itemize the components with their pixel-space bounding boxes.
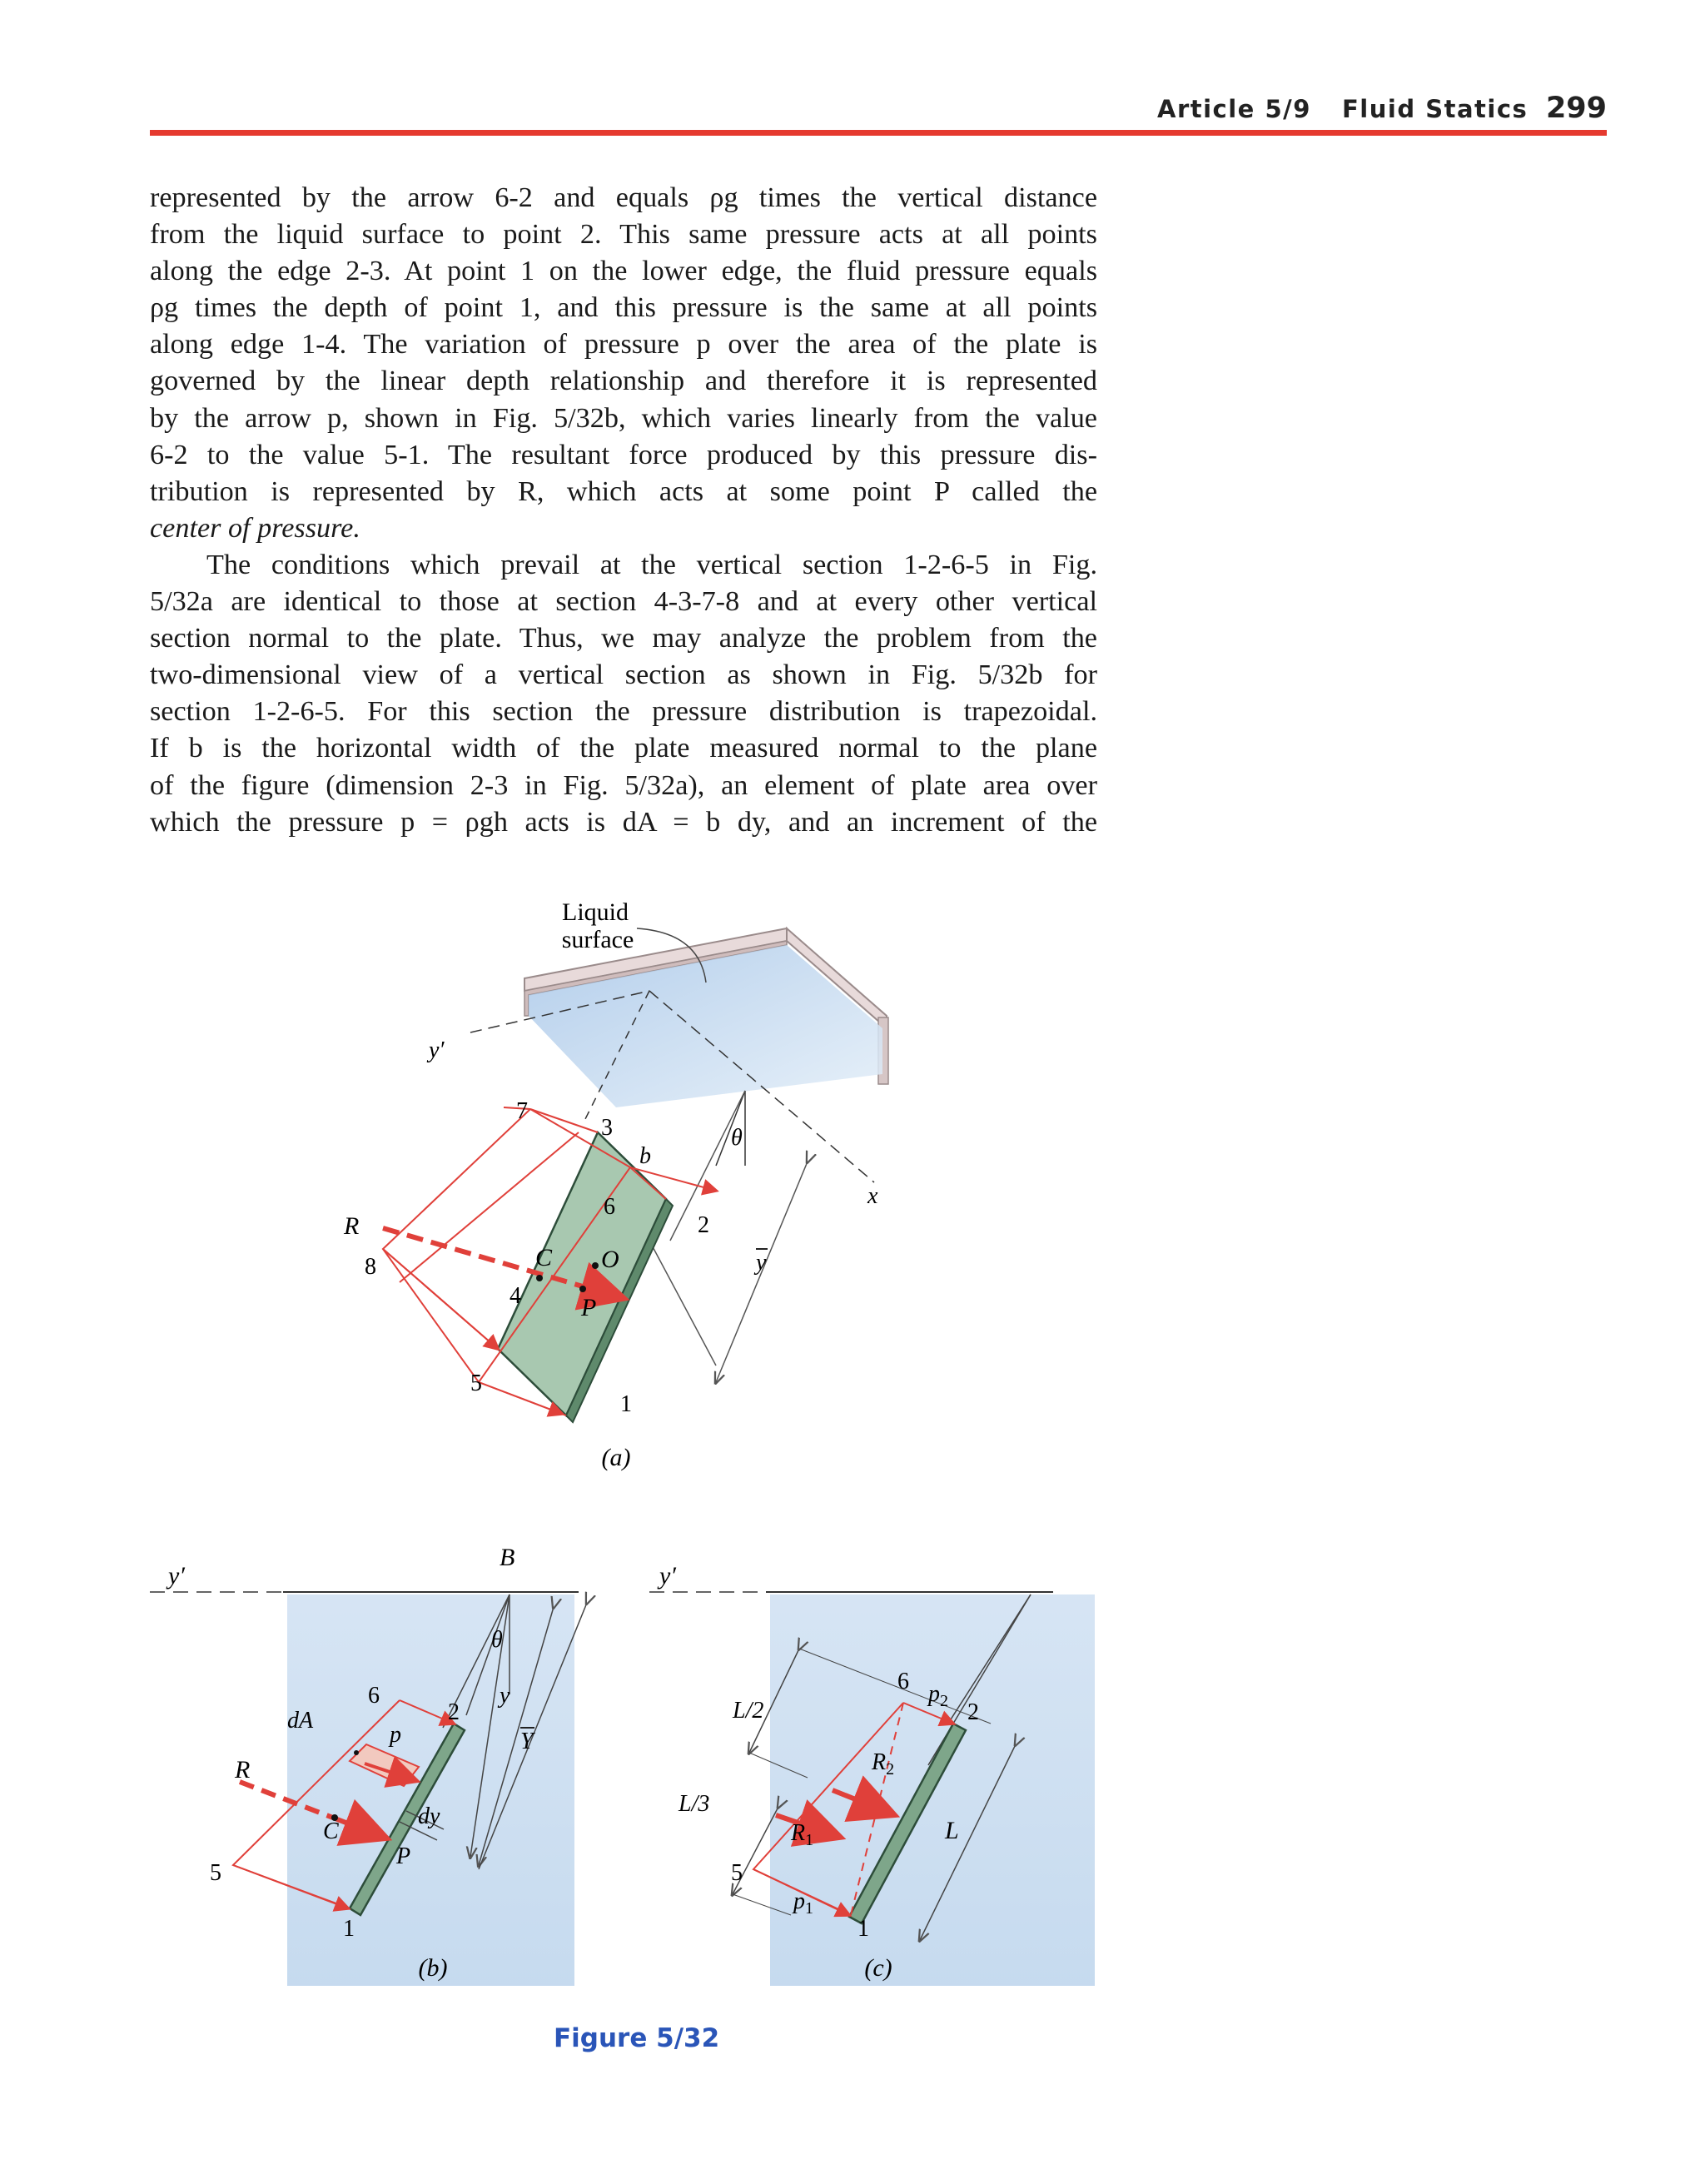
label-2-c: 2 (967, 1699, 979, 1725)
label-L-third: L/3 (679, 1791, 710, 1817)
label-B: B (500, 1544, 515, 1571)
text-line: which the pressure p = ρgh acts is dA = b dy, and an increment of the (150, 806, 1097, 838)
text-line: along edge 1-4. The variation of pressure p over the area of the plate is (150, 329, 1097, 361)
panel-c (649, 1562, 1095, 1986)
label-1: 1 (620, 1391, 632, 1417)
label-3: 3 (601, 1115, 613, 1141)
dA-dot (354, 1750, 359, 1755)
text-line: tribution is represented by R, which acts at some point P called the (150, 475, 1097, 507)
label-x: x (867, 1183, 878, 1209)
label-6: 6 (604, 1194, 615, 1220)
label-ybar: y (756, 1250, 767, 1276)
label-p1-base: p (793, 1888, 805, 1914)
text-line: two-dimensional view of a vertical section as shown in Fig. 5/32b for (150, 659, 1097, 691)
label-1-c: 1 (857, 1916, 869, 1942)
text-line: 5/32a are identical to those at section 4-3-7-8 and at every other vertical (150, 586, 1097, 618)
surface-label: surface (561, 926, 634, 953)
text-line: by the arrow p, shown in Fig. 5/32b, which varies linearly from the value (150, 402, 1097, 434)
text-line: ρg times the depth of point 1, and this pressure is the same at all points (150, 292, 1097, 324)
label-R: R (344, 1212, 360, 1240)
panel-a-label: (a) (601, 1444, 631, 1471)
label-b: b (639, 1143, 651, 1169)
label-p2-sub: 2 (940, 1692, 948, 1710)
label-R1-base: R (791, 1820, 806, 1846)
label-y-prime: y′ (429, 1037, 445, 1063)
text-line: section 1-2-6-5. For this section the pressure distribution is trapezoidal. (150, 696, 1097, 728)
text-line: If b is the horizontal width of the plate measured normal to the plane (150, 733, 1097, 764)
label-C: C (535, 1244, 553, 1271)
label-C-b: C (323, 1818, 339, 1844)
panel-c-label: (c) (864, 1954, 892, 1982)
running-header (1157, 92, 1607, 133)
label-L: L (945, 1817, 959, 1844)
label-theta-b: θ (491, 1627, 503, 1653)
section-title: Fluid Statics (1342, 95, 1529, 123)
label-P: P (581, 1294, 597, 1321)
label-y-prime-b: y′ (168, 1562, 185, 1589)
label-R2-sub: 2 (886, 1760, 895, 1779)
panel-b-label: (b) (418, 1954, 448, 1982)
label-5-b: 5 (210, 1860, 221, 1886)
text-line: 6-2 to the value 5-1. The resultant force produced by this pressure dis- (150, 439, 1097, 470)
label-R2-base: R (872, 1749, 887, 1775)
label-Ybar-b: Y (520, 1729, 534, 1754)
origin-O-dot (592, 1262, 599, 1269)
label-R-b: R (235, 1756, 251, 1784)
label-5: 5 (470, 1371, 482, 1396)
panel-b (150, 1544, 587, 1986)
label-y-prime-c: y′ (659, 1562, 676, 1589)
center-of-pressure-P-dot (579, 1286, 586, 1292)
text-line: of the figure (dimension 2-3 in Fig. 5/32a), an element of plate area over (150, 769, 1097, 801)
figure-diagram (150, 883, 1099, 2065)
panel-a (343, 898, 888, 1471)
label-p1-sub: 1 (805, 1899, 813, 1918)
article-label: Article 5/9 (1157, 95, 1311, 123)
pressure-arrow-8-4 (383, 1249, 498, 1349)
centroid-C-dot (536, 1275, 543, 1281)
header-rule (150, 130, 1607, 136)
label-1-b: 1 (343, 1916, 355, 1942)
label-dy-b: dy (418, 1803, 440, 1829)
text-line: represented by the arrow 6-2 and equals ρg times the vertical distance (150, 182, 1097, 213)
label-R1-sub: 1 (805, 1831, 814, 1849)
label-p-b: p (390, 1722, 401, 1748)
text-line: The conditions which prevail at the vertical section 1-2-6-5 in Fig. (206, 549, 1097, 580)
label-4: 4 (510, 1283, 521, 1309)
label-6-b: 6 (368, 1683, 380, 1709)
label-L-half: L/2 (733, 1698, 764, 1724)
body-paragraphs (150, 180, 1097, 841)
figure-5-32 (150, 883, 1099, 2065)
label-dA-b: dA (287, 1708, 314, 1734)
figure-caption: Figure 5/32 (554, 2023, 720, 2053)
text-line: center of pressure. (150, 512, 360, 544)
label-y-b: y (500, 1683, 510, 1709)
label-7: 7 (516, 1098, 528, 1124)
normal-line (649, 1241, 716, 1366)
liquid-label: Liquid (562, 898, 629, 926)
text-line: from the liquid surface to point 2. This same pressure acts at all points (150, 219, 1097, 251)
label-2-b: 2 (448, 1699, 460, 1725)
label-theta: θ (731, 1125, 743, 1151)
page-number: 299 (1545, 92, 1607, 125)
text-line: governed by the linear depth relationship and therefore it is represented (150, 366, 1097, 397)
text-line: section normal to the plate. Thus, we may analyze the problem from the (150, 623, 1097, 654)
label-8: 8 (365, 1254, 376, 1280)
label-5-c: 5 (731, 1860, 743, 1886)
label-2: 2 (698, 1212, 709, 1238)
label-6-c: 6 (897, 1669, 909, 1694)
label-P-b: P (396, 1843, 411, 1869)
text-line: along the edge 2-3. At point 1 on the lower edge, the fluid pressure equals (150, 256, 1097, 287)
label-p2-base: p (928, 1681, 940, 1707)
label-O: O (601, 1246, 619, 1273)
